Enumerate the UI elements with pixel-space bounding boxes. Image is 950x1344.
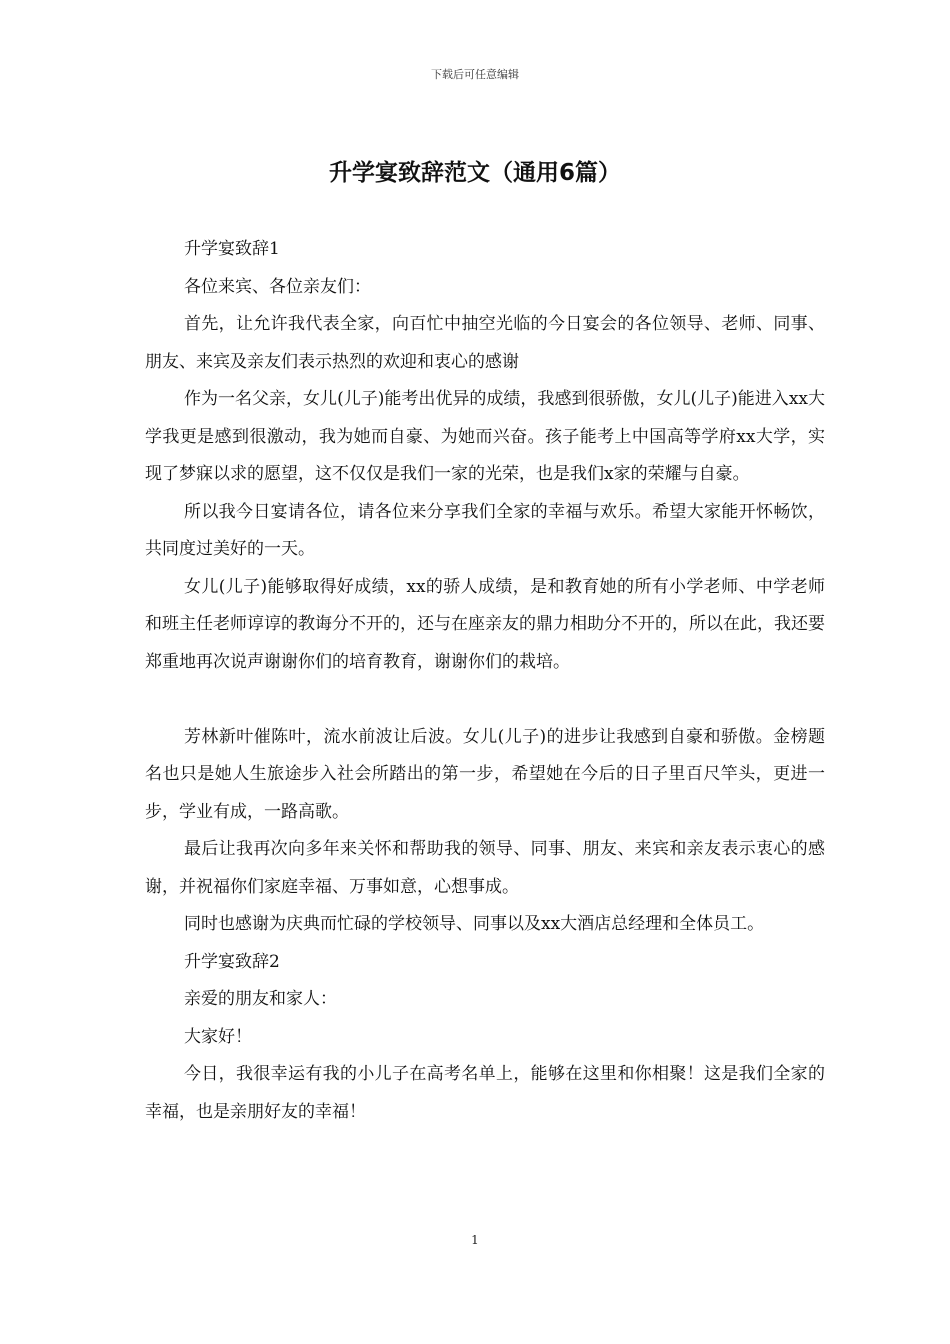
greeting: 大家好！ xyxy=(184,1026,252,1047)
document-body xyxy=(145,231,825,1131)
section-heading: 升学宴致辞1 xyxy=(184,239,280,259)
page-number: 1 xyxy=(471,1233,479,1247)
paragraph: 作为一名父亲，女儿(儿子)能考出优异的成绩，我感到很骄傲，女儿(儿子)能进入xx大学我更是感到很激动，我为她而自豪、为她而兴奋。孩子能考上中国高等学府xx大学，实现了梦寐以求的愿望，这不仅仅是我们一家的光荣，也是我们x家的荣耀与自豪。 xyxy=(145,389,825,484)
salutation: 各位来宾、各位亲友们： xyxy=(184,276,371,297)
paragraph: 女儿(儿子)能够取得好成绩，xx的骄人成绩，是和教育她的所有小学老师、中学老师和班主任老师谆谆的教诲分不开的，还与在座亲友的鼎力相助分不开的，所以在此，我还要郑重地再次说声谢谢你们的培育教育，谢谢你们的栽培。 xyxy=(145,576,825,672)
paragraph: 今日，我很幸运有我的小儿子在高考名单上，能够在这里和你相聚！这是我们全家的幸福，也是亲朋好友的幸福！ xyxy=(145,1064,825,1122)
paragraph: 首先，让允许我代表全家，向百忙中抽空光临的今日宴会的各位领导、老师、同事、朋友、来宾及亲友们表示热烈的欢迎和衷心的感谢 xyxy=(145,314,825,372)
paragraph: 同时也感谢为庆典而忙碌的学校领导、同事以及xx大酒店总经理和全体员工。 xyxy=(184,914,765,934)
paragraph: 最后让我再次向多年来关怀和帮助我的领导、同事、朋友、来宾和亲友表示衷心的感谢，并祝福你们家庭幸福、万事如意，心想事成。 xyxy=(145,839,825,897)
paragraph: 芳林新叶催陈叶，流水前波让后波。女儿(儿子)的进步让我感到自豪和骄傲。金榜题名也只是她人生旅途步入社会所踏出的第一步，希望她在今后的日子里百尺竿头，更进一步，学业有成，一路高歌。 xyxy=(145,726,825,822)
salutation: 亲爱的朋友和家人： xyxy=(184,989,337,1009)
blank-line xyxy=(145,681,825,719)
page-header: 下载后可任意编辑 xyxy=(431,68,519,81)
section-heading: 升学宴致辞2 xyxy=(184,951,280,972)
paragraph: 所以我今日宴请各位，请各位来分享我们全家的幸福与欢乐。希望大家能开怀畅饮，共同度过美好的一天。 xyxy=(145,501,825,559)
document-title: 升学宴致辞范文（通用6篇） xyxy=(328,160,621,186)
